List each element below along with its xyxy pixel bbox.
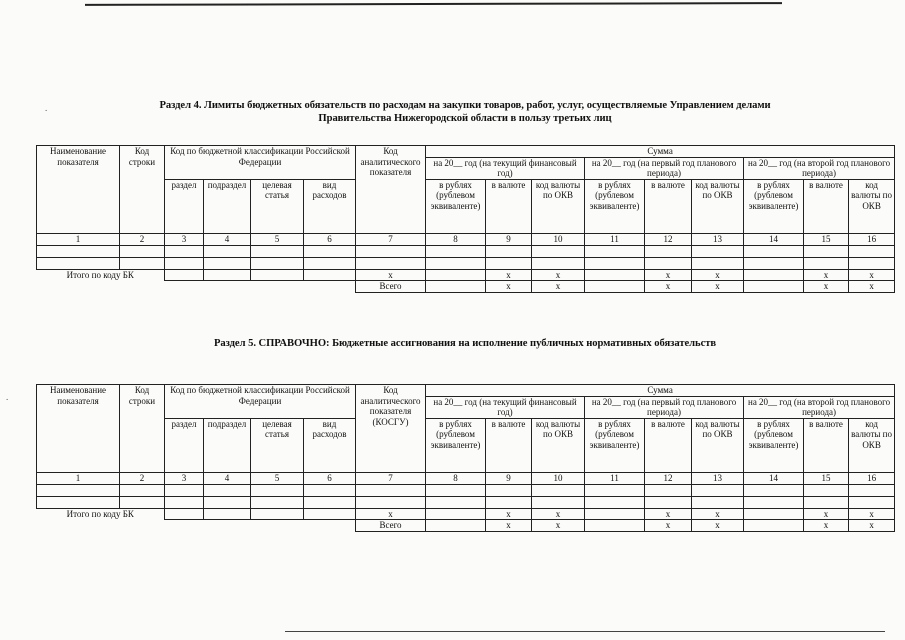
header-okv: код валюты по ОКВ xyxy=(692,179,744,233)
column-number: 2 xyxy=(120,472,165,484)
header-okv: код валюты по ОКВ xyxy=(532,179,585,233)
x-mark: x xyxy=(486,508,532,520)
column-number: 6 xyxy=(304,472,356,484)
x-mark: x xyxy=(356,508,426,520)
total-label: Итого по коду БК xyxy=(37,508,165,520)
table-row xyxy=(37,245,895,257)
total-row xyxy=(37,269,895,281)
header-val: в валюте xyxy=(645,418,692,472)
x-mark: x xyxy=(692,281,744,293)
x-mark: x xyxy=(645,281,692,293)
column-number: 5 xyxy=(251,233,304,245)
x-mark: x xyxy=(532,281,585,293)
header-val: в валюте xyxy=(486,179,532,233)
header-podrazdel: подраздел xyxy=(204,418,251,472)
total-row xyxy=(37,508,895,520)
header-podrazdel: подраздел xyxy=(204,179,251,233)
column-number: 15 xyxy=(804,472,849,484)
x-mark: x xyxy=(486,281,532,293)
header-sum: Сумма xyxy=(426,146,895,158)
column-number: 12 xyxy=(645,472,692,484)
column-number: 14 xyxy=(744,233,804,245)
header-rub: в рублях (рублевом эквиваленте) xyxy=(744,418,804,472)
column-number: 13 xyxy=(692,233,744,245)
section-4-title xyxy=(40,99,890,125)
header-analytic-code: Код аналитического показателя (КОСГУ) xyxy=(356,385,426,473)
x-mark: x xyxy=(692,520,744,532)
header-okv: код валюты по ОКВ xyxy=(849,179,895,233)
stray-mark: . xyxy=(45,103,48,113)
column-number: 10 xyxy=(532,472,585,484)
column-number: 4 xyxy=(204,233,251,245)
column-number: 6 xyxy=(304,233,356,245)
x-mark: x xyxy=(804,520,849,532)
header-sum: Сумма xyxy=(426,385,895,397)
x-mark: x xyxy=(849,281,895,293)
total-label: Итого по коду БК xyxy=(37,269,165,281)
column-number: 5 xyxy=(251,472,304,484)
section-title-line: Раздел 4. Лимиты бюджетных обязательств по расходам на закупки товаров, работ, услуг, осуществляемые Управлением делами xyxy=(159,100,771,111)
column-number: 14 xyxy=(744,472,804,484)
column-number: 4 xyxy=(204,472,251,484)
section-title-line: Правительства Нижегородской области в пользу третьих лиц xyxy=(318,113,612,124)
column-number: 3 xyxy=(165,233,204,245)
column-number: 8 xyxy=(426,472,486,484)
header-bk-code: Код по бюджетной классификации Российской Федерации xyxy=(165,146,356,180)
grand-total-label: Всего xyxy=(356,520,426,532)
column-number: 3 xyxy=(165,472,204,484)
column-number: 1 xyxy=(37,233,120,245)
header-val: в валюте xyxy=(486,418,532,472)
header-okv: код валюты по ОКВ xyxy=(532,418,585,472)
x-mark: x xyxy=(804,269,849,281)
section-5-table xyxy=(36,384,895,532)
x-mark: x xyxy=(692,508,744,520)
x-mark: x xyxy=(532,520,585,532)
header-row-code: Код строки xyxy=(120,146,165,234)
x-mark: x xyxy=(486,520,532,532)
header-val: в валюте xyxy=(804,179,849,233)
header-period-first: на 20__ год (на первый год планового периода) xyxy=(585,396,744,418)
x-mark: x xyxy=(849,269,895,281)
header-period-second: на 20__ год (на второй год планового периода) xyxy=(744,157,895,179)
x-mark: x xyxy=(804,508,849,520)
header-period-first: на 20__ год (на первый год планового периода) xyxy=(585,157,744,179)
x-mark: x xyxy=(645,508,692,520)
column-number: 16 xyxy=(849,472,895,484)
header-celevaya: целевая статья xyxy=(251,418,304,472)
grand-total-label: Всего xyxy=(356,281,426,293)
column-number: 7 xyxy=(356,233,426,245)
header-rub: в рублях (рублевом эквиваленте) xyxy=(585,418,645,472)
header-rub: в рублях (рублевом эквиваленте) xyxy=(585,179,645,233)
header-period-current: на 20__ год (на текущий финансовый год) xyxy=(426,396,585,418)
x-mark: x xyxy=(849,508,895,520)
table-row xyxy=(37,257,895,269)
header-razdel: раздел xyxy=(165,179,204,233)
header-period-second: на 20__ год (на второй год планового периода) xyxy=(744,396,895,418)
header-okv: код валюты по ОКВ xyxy=(692,418,744,472)
section-title-line: Раздел 5. СПРАВОЧНО: Бюджетные ассигнования на исполнение публичных нормативных обязательств xyxy=(213,338,717,349)
x-mark: x xyxy=(804,281,849,293)
x-mark: x xyxy=(532,269,585,281)
x-mark: x xyxy=(532,508,585,520)
grand-total-row xyxy=(37,520,895,532)
column-number: 13 xyxy=(692,472,744,484)
column-number: 16 xyxy=(849,233,895,245)
column-number: 15 xyxy=(804,233,849,245)
stray-mark: . xyxy=(6,392,9,402)
column-number: 9 xyxy=(486,233,532,245)
table-row xyxy=(37,484,895,496)
x-mark: x xyxy=(356,269,426,281)
header-bk-code: Код по бюджетной классификации Российской Федерации xyxy=(165,385,356,419)
column-number: 9 xyxy=(486,472,532,484)
column-number: 11 xyxy=(585,233,645,245)
header-name: Наименование показателя xyxy=(37,385,120,473)
scan-border-line xyxy=(285,631,885,632)
header-vid: вид расходов xyxy=(304,179,356,233)
header-analytic-code: Код аналитического показателя xyxy=(356,146,426,234)
column-number: 8 xyxy=(426,233,486,245)
grand-total-row xyxy=(37,281,895,293)
header-val: в валюте xyxy=(804,418,849,472)
column-number: 11 xyxy=(585,472,645,484)
header-rub: в рублях (рублевом эквиваленте) xyxy=(744,179,804,233)
column-number: 1 xyxy=(37,472,120,484)
header-razdel: раздел xyxy=(165,418,204,472)
section-5-title xyxy=(40,337,890,350)
x-mark: x xyxy=(692,269,744,281)
header-val: в валюте xyxy=(645,179,692,233)
x-mark: x xyxy=(645,269,692,281)
header-name: Наименование показателя xyxy=(37,146,120,234)
header-period-current: на 20__ год (на текущий финансовый год) xyxy=(426,157,585,179)
scan-border-line xyxy=(85,2,782,6)
header-row-code: Код строки xyxy=(120,385,165,473)
column-number: 2 xyxy=(120,233,165,245)
x-mark: x xyxy=(486,269,532,281)
column-number: 10 xyxy=(532,233,585,245)
table-row xyxy=(37,496,895,508)
header-okv: код валюты по ОКВ xyxy=(849,418,895,472)
header-celevaya: целевая статья xyxy=(251,179,304,233)
column-number: 12 xyxy=(645,233,692,245)
x-mark: x xyxy=(645,520,692,532)
header-rub: в рублях (рублевом эквиваленте) xyxy=(426,179,486,233)
column-number: 7 xyxy=(356,472,426,484)
section-4-table xyxy=(36,145,895,293)
header-rub: в рублях (рублевом эквиваленте) xyxy=(426,418,486,472)
x-mark: x xyxy=(849,520,895,532)
header-vid: вид расходов xyxy=(304,418,356,472)
